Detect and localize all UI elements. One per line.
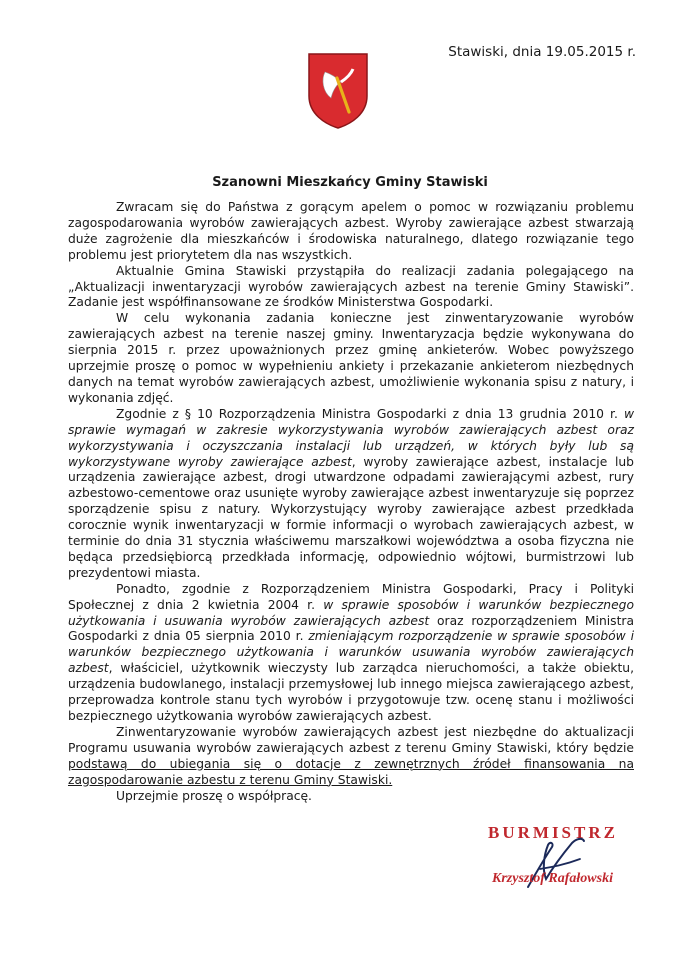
paragraph-appeal: Zwracam się do Państwa z gorącym apelem o pomoc w rozwiązaniu problemu zagospodarowania wyrobów zawierających azbest. Wyroby zawierające azbest stwarzają duże zagrożenie dla mieszkańców i środowiska naturalnego, dlatego rozwiązanie tego problemu jest priorytetem dla nas wszystkich. xyxy=(68,200,634,262)
salutation: Szanowni Mieszkańcy Gminy Stawiski xyxy=(212,175,488,190)
letter-body xyxy=(68,200,634,804)
regulation-title: zmieniającym rozporządzenie w sprawie sposobów i warunków bezpiecznego użytkowania i warunków usuwania wyrobów zawierających azbest xyxy=(68,629,634,676)
underlined-text: podstawą do ubiegania się o dotacje z zewnętrznych źródeł finansowania na zagospodarowanie azbestu z terenu Gminy Stawiski. xyxy=(68,756,634,787)
regulation-title: w sprawie sposobów i warunków bezpiecznego użytkowania i usuwania wyrobów zawierających azbest xyxy=(68,597,634,628)
signature-title: BURMISTRZ xyxy=(488,823,618,842)
paragraph-regulation-2010: Zgodnie z § 10 Rozporządzenia Ministra Gospodarki z dnia 13 grudnia 2010 r. w sprawie wymagań w zakresie wykorzystywania wyrobów zawierających azbest oraz wykorzystywania i oczyszczania instalacji lub urządzeń, w których były lub są wykorzystywane wyroby zawierające azbest, wyroby zawierające azbest, instalacje lub urządzenia zawierające azbest, drogi utwardzone odpadami zawierającymi azbest, rury azbestowo-cementowe oraz usunięte wyroby zawierające azbest inwentaryzuje się poprzez sporządzenie spisu z natury. Wykorzystujący wyroby zawierające azbest przedkłada corocznie wynik inwentaryzacji w formie informacji o wyrobach zawierających azbest, w terminie do dnia 31 stycznia właściwemu marszałkowi województwa a osoba fizyczna nie będąca przedsiębiorcą przedkłada informację, odpowiednio wójtowi, burmistrzowi lub prezydentowi miasta. xyxy=(68,406,634,580)
paragraph-regulation-2004: Ponadto, zgodnie z Rozporządzeniem Ministra Gospodarki, Pracy i Polityki Społecznej z dnia 2 kwietnia 2004 r. w sprawie sposobów i warunków bezpiecznego użytkowania i usuwania wyrobów zawierających azbest oraz rozporządzeniem Ministra Gospodarki z dnia 05 sierpnia 2010 r. zmieniającym rozporządzenie w sprawie sposobów i warunków bezpiecznego użytkowania i warunków usuwania wyrobów zawierających azbest, właściciel, użytkownik wieczysty lub zarządca nieruchomości, a także obiektu, urządzenia budowlanego, instalacji przemysłowej lub innego miejsca zawierającego azbest, przeprowadza kontrole stanu tych wyrobów i przygotowuje tzw. ocenę stanu i możliwości bezpiecznego użytkowania wyrobów zawierających azbest. xyxy=(68,581,634,723)
paragraph-inventory-task: Aktualnie Gmina Stawiski przystąpiła do realizacji zadania polegającego na „Aktualizacji inwentaryzacji wyrobów zawierających azbest na terenie Gminy Stawiski”. Zadanie jest współfinansowane ze środków Ministerstwa Gospodarki. xyxy=(68,263,634,310)
paragraph-program: Zinwentaryzowanie wyrobów zawierających azbest jest niezbędne do aktualizacji Programu usuwania wyrobów zawierających azbest z terenu Gminy Stawiski, który będzie podstawą do ubiegania się o dotacje z zewnętrznych źródeł finansowania na zagospodarowanie azbestu z terenu Gminy Stawiski. xyxy=(68,724,634,787)
letter-date: Stawiski, dnia 19.05.2015 r. xyxy=(448,44,636,60)
coat-of-arms-axe-icon xyxy=(307,52,369,130)
regulation-title: w sprawie wymagań w zakresie wykorzystywania wyrobów zawierających azbest oraz wykorzystywania i oczyszczania instalacji lub urządzeń, w których były lub są wykorzystywane wyroby zawierające azbest xyxy=(68,406,634,469)
signature-block xyxy=(480,823,660,893)
paragraph-request: W celu wykonania zadania konieczne jest zinwentaryzowanie wyrobów zawierających azbest na terenie naszej gminy. Inwentaryzacja będzie wykonywana do sierpnia 2015 r. przez upoważnionych przez gminę ankieterów. Wobec powyższego uprzejmie proszę o pomoc w wypełnieniu ankiety i przekazanie ankieterom niezbędnych danych na temat wyrobów zawierających azbest, umożliwienie wykonania spisu z natury, i wykonania zdjęć. xyxy=(68,311,634,405)
signatory-name: Krzysztof Rafałowski xyxy=(492,871,613,886)
paragraph-closing: Uprzejmie proszę o współpracę. xyxy=(116,788,312,803)
